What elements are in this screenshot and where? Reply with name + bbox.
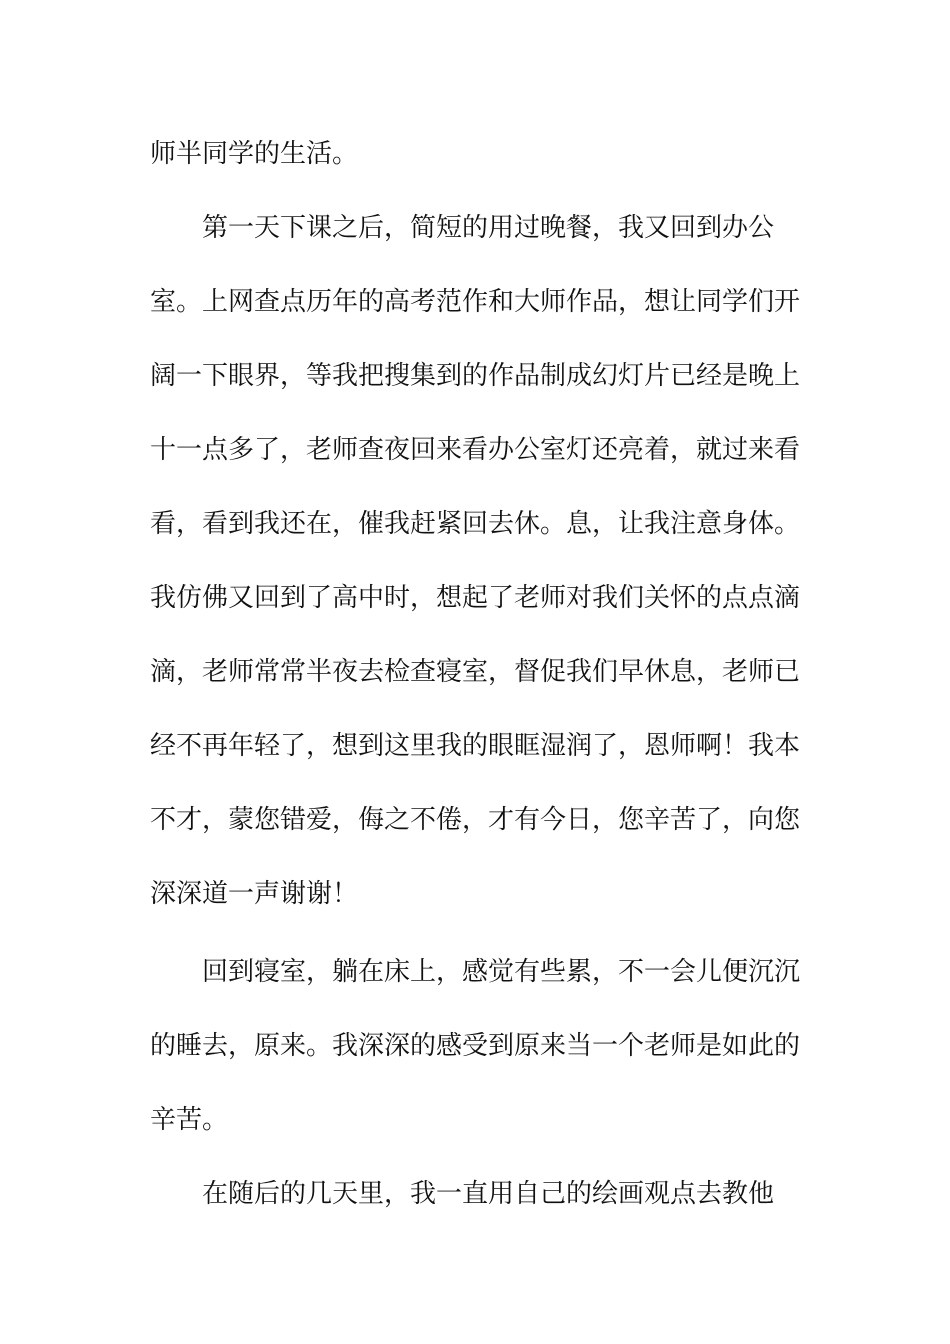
text-line: 十一点多了，老师查夜回来看办公室灯还亮着，就过来看 [150,435,801,465]
paragraph-start-line: 在随后的几天里，我一直用自己的绘画观点去教他 [202,1179,775,1209]
text-line: 经不再年轻了，想到这里我的眼眶湿润了，恩师啊！我本 [150,731,801,761]
text-line: 辛苦。 [150,1105,229,1135]
paragraph-start-line: 第一天下课之后，简短的用过晚餐，我又回到办公 [202,213,775,243]
text-line: 看，看到我还在，催我赶紧回去休。息，让我注意身体。 [150,509,801,539]
text-line: 不才，蒙您错爱，侮之不倦，才有今日，您辛苦了，向您 [150,805,801,835]
paragraph-start-line: 回到寝室，躺在床上，感觉有些累，不一会儿便沉沉 [202,957,801,987]
text-line: 滴，老师常常半夜去检查寝室，督促我们早休息，老师已 [150,657,801,687]
text-line: 我仿佛又回到了高中时，想起了老师对我们关怀的点点滴 [150,583,801,613]
text-line: 深深道一声谢谢！ [150,879,359,909]
text-line: 阔一下眼界，等我把搜集到的作品制成幻灯片已经是晚上 [150,361,801,391]
text-line: 师半同学的生活。 [150,139,359,169]
text-line: 室。上网查点历年的高考范作和大师作品，想让同学们开 [150,287,801,317]
text-line: 的睡去，原来。我深深的感受到原来当一个老师是如此的 [150,1031,801,1061]
